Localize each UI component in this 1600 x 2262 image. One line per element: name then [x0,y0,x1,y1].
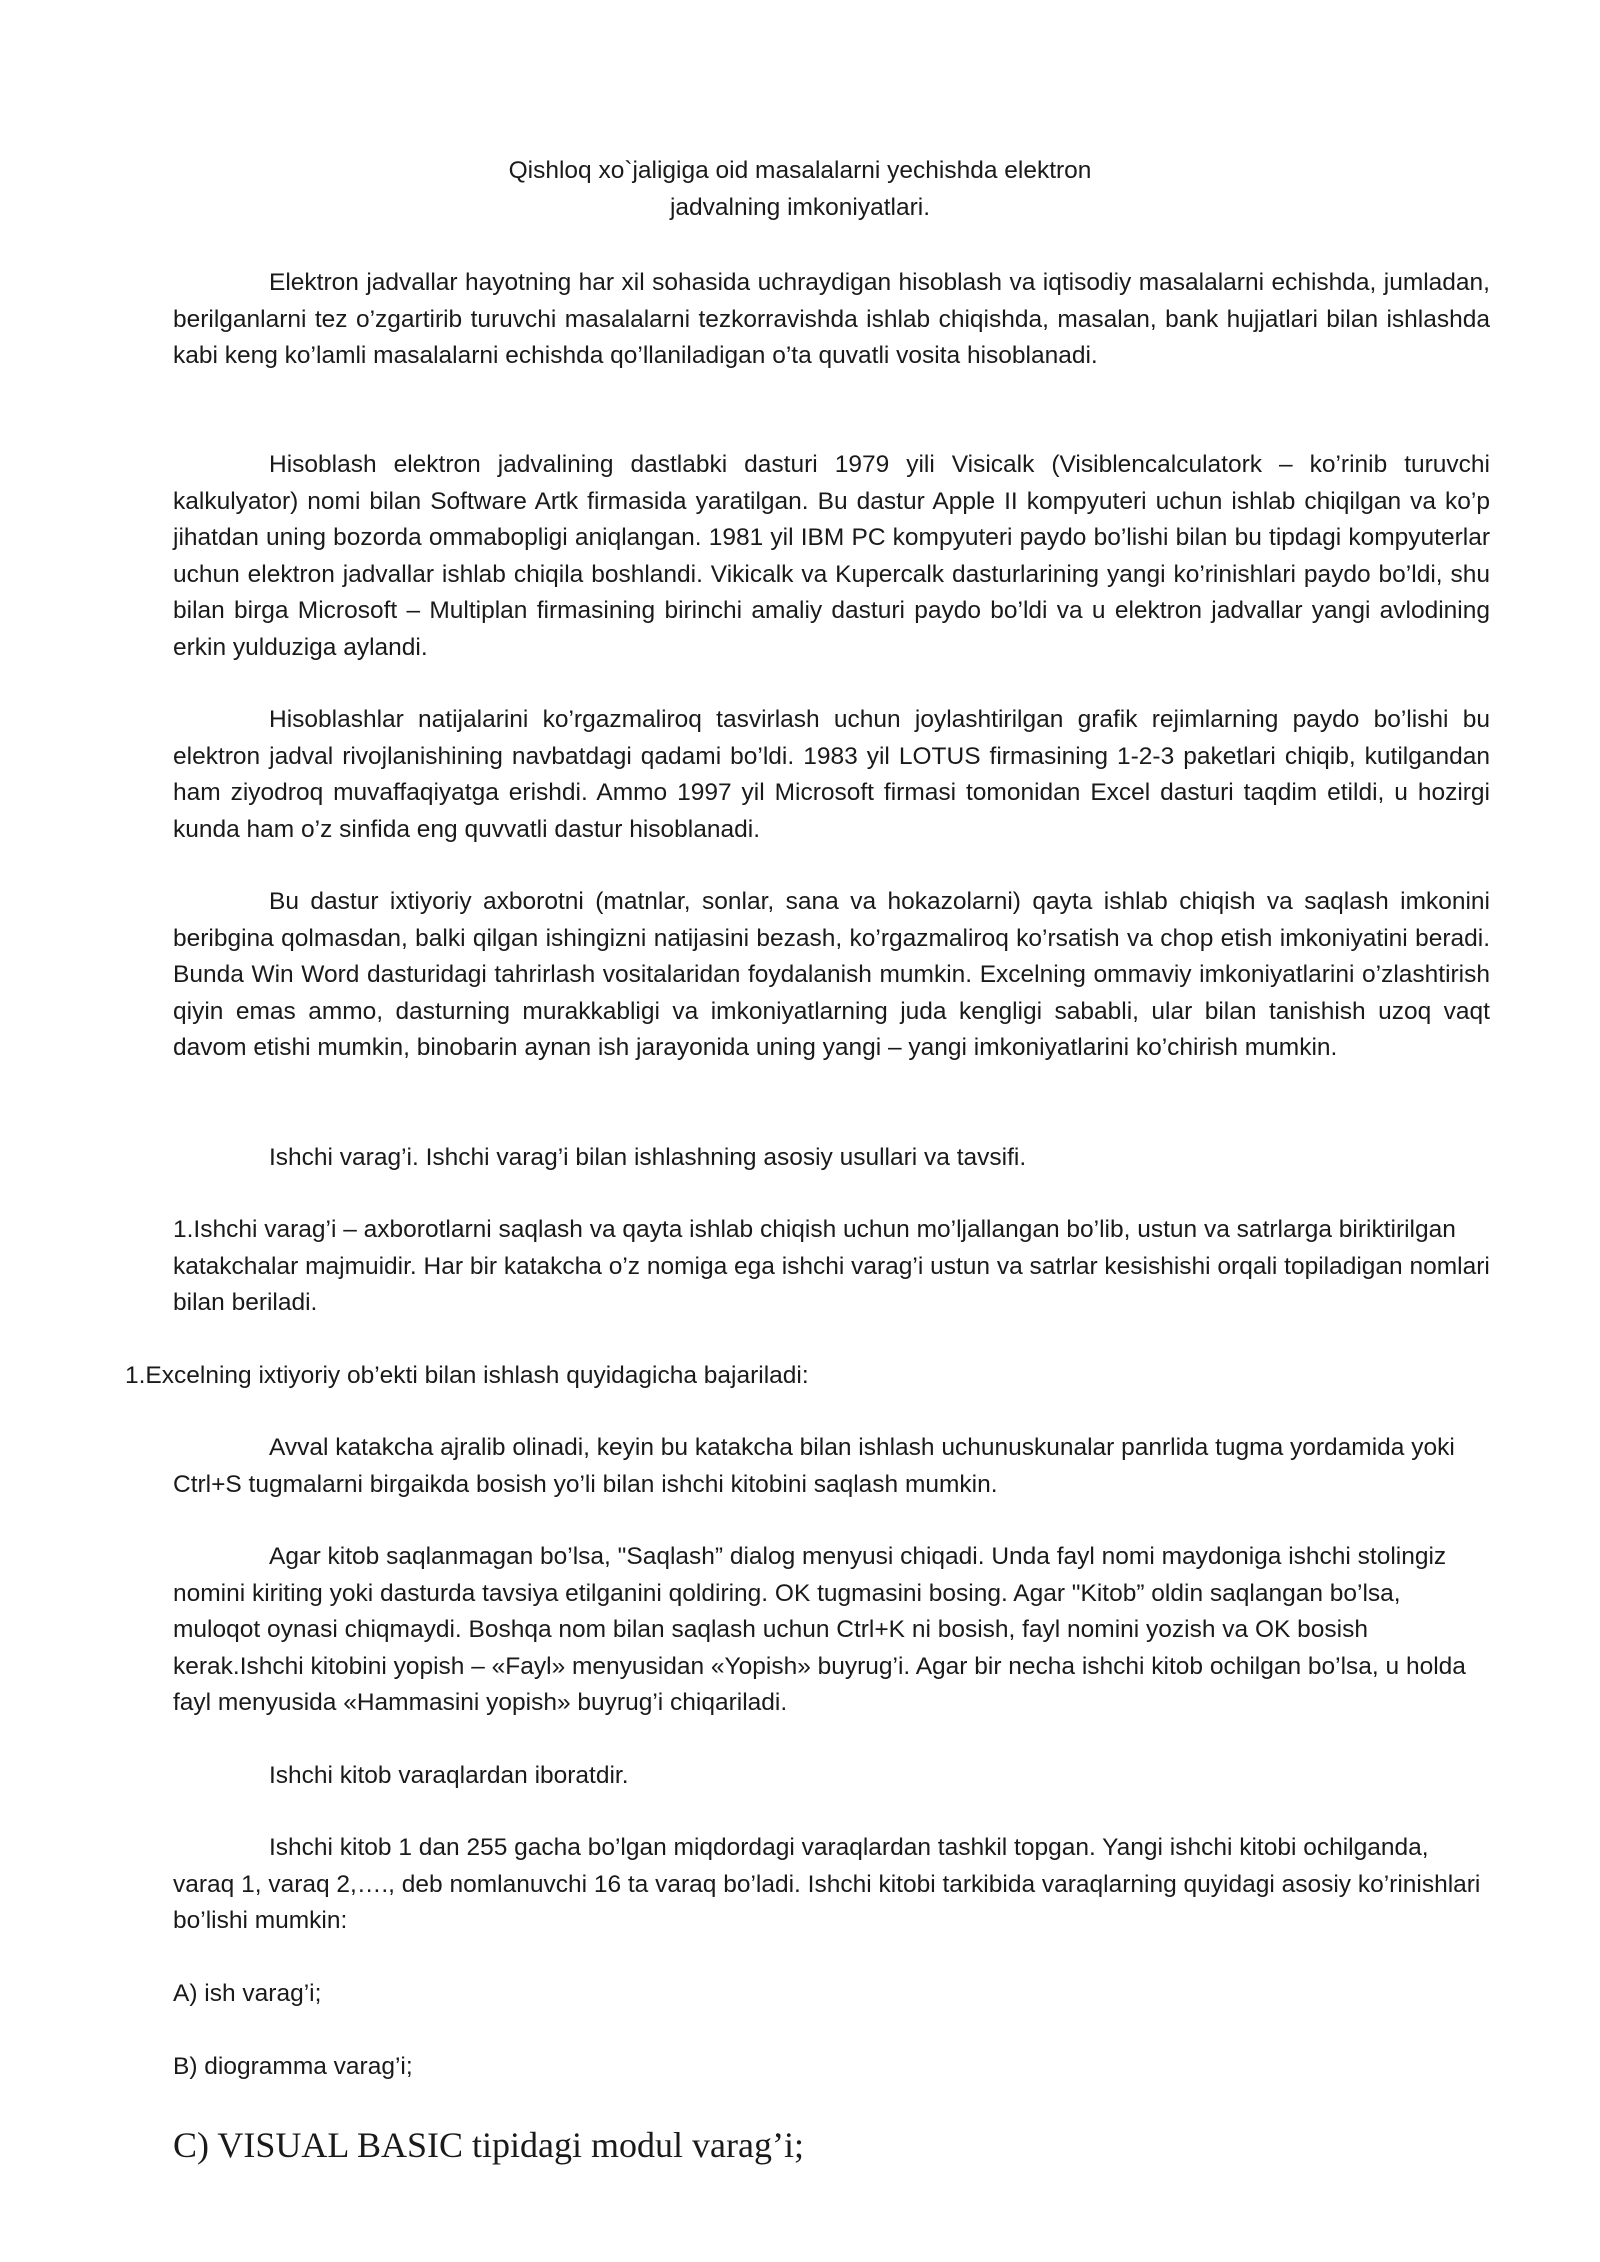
paragraph-select-cell: Avval katakcha ajralib olinadi, keyin bu katakcha bilan ishlash uchunuskunalar panrlida tugma yordamida yoki Ctrl+S tugmalarni birgaikda bosish yo’li bilan ishchi kitobini saqlash mumkin. [173,1434,1455,1498]
paragraph-history: Hisoblash elektron jadvalining dastlabki dasturi 1979 yili Visicalk (Visiblencalculatork – ko’rinib turuvchi kalkulyator) nomi bilan Software Artk firmasida yaratilgan. Bu dastur Apple II kompyuteri uchun ishlab chiqilgan va ko’p jihatdan uning bozorda ommabopligi aniqlangan. 1981 yil IBM PC kompyuteri paydo bo’lishi bilan bu tipdagi kompyuterlar uchun elektron jadvallar ishlab chiqila boshlandi. Vikicalk va Kupercalk dasturlarining yangi ko’rinishlari paydo bo’ldi, shu bilan birga Microsoft – Multiplan firmasining birinchi amaliy dasturi paydo bo’ldi va u elektron jadvallar yangi avlodining erkin yulduziga aylandi. [173,451,1490,661]
paragraph-worksheet-definition: 1.Ishchi varag’i – axborotlarni saqlash va qayta ishlab chiqish uchun mo’ljallangan bo’lib, ustun va satrlarga biriktirilgan katakchalar majmuidir. Har bir katakcha o’z nomiga ega ishchi varag’i ustun va satrlar kesishishi orqali topiladigan nomlari bilan beriladi. [173,1216,1490,1316]
title-line-2: jadvalning imkoniyatlari. [669,194,931,221]
paragraph-intro: Elektron jadvallar hayotning har xil sohasida uchraydigan hisoblash va iqtisodiy masalalarni echishda, jumladan, berilganlarni tez o’zgartirib turuvchi masalalarni tezkorravishda ishlab chiqishda, masalan, bank hujjatlari bilan ishlashda kabi keng ko’lamli masalalarni echishda qo’llaniladigan o’ta quvatli vosita hisoblanadi. [173,269,1490,369]
paragraph-graphics: Hisoblashlar natijalarini ko’rgazmaliroq tasvirlash uchun joylashtirilgan grafik rejimlarning paydo bo’lishi bu elektron jadval rivojlanishining navbatdagi qadami bo’ldi. 1983 yil LOTUS firmasining 1-2-3 paketlari chiqib, kutilgandan ham ziyodroq muvaffaqiyatga erishdi. Ammo 1997 yil Microsoft firmasi tomonidan Excel dasturi taqdim etildi, u hozirgi kunda ham o’z sinfida eng quvvatli dastur hisoblanadi. [173,706,1490,843]
paragraph-sheet-count: Ishchi kitob 1 dan 255 gacha bo’lgan miqdordagi varaqlardan tashkil topgan. Yangi ishchi kitobi ochilganda, varaq 1, varaq 2,…., deb nomlanuvchi 16 ta varaq bo’ladi. Ishchi kitobi tarkibida varaqlarning quyidagi asosiy ko’rinishlari bo’lishi mumkin: [173,1834,1481,1934]
list-item-a: A) ish varag’i; [173,1980,322,2007]
paragraph-capabilities: Bu dastur ixtiyoriy axborotni (matnlar, sonlar, sana va hokazolarni) qayta ishlab chiqish va saqlash imkonini beribgina qolmasdan, balki qilgan ishingizni natijasini bezash, ko’rgazmaliroq ko’rsatish va chop etish imkoniyatini beradi. Bunda Win Word dasturidagi tahrirlash vositalaridan foydalanish mumkin. Excelning ommaviy imkoniyatlarini o’zlashtirish qiyin emas ammo, dasturning murakkabligi va imkoniyatlarning juda kengligi sababli, ular bilan tanishish uzoq vaqt davom etishi mumkin, binobarin aynan ish jarayonida uning yangi – yangi imkoniyatlarini ko’chirish mumkin. [173,888,1490,1061]
list-item-b: B) diogramma varag’i; [173,2053,413,2080]
paragraph-save-dialog: Agar kitob saqlanmagan bo’lsa, "Saqlash” dialog menyusi chiqadi. Unda fayl nomi maydoniga ishchi stolingiz nomini kiriting yoki dasturda tavsiya etilganini qoldiring. OK tugmasini bosing. Agar "Kitob” oldin saqlangan bo’lsa, muloqot oynasi chiqmaydi. Boshqa nom bilan saqlash uchun Ctrl+K ni bosish, fayl nomini yozish va OK bosish kerak.Ishchi kitobini yopish – «Fayl» menyusidan «Yopish» buyrug’i. Agar bir necha ishchi kitob ochilgan bo’lsa, u holda fayl menyusida «Hammasini yopish» buyrug’i chiqariladi. [173,1543,1466,1716]
paragraph-excel-objects: 1.Excelning ixtiyoriy ob’ekti bilan ishlash quyidagicha bajariladi: [125,1362,809,1389]
section-heading-worksheet: Ishchi varag’i. Ishchi varag’i bilan ishlashning asosiy usullari va tavsifi. [269,1144,1027,1171]
title-line-1: Qishloq xo`jaligiga oid masalalarni yechishda elektron [508,157,1092,184]
list-item-c: C) VISUAL BASIC tipidagi modul varag’i; [173,2125,804,2165]
paragraph-workbook-sheets: Ishchi kitob varaqlardan iboratdir. [269,1762,629,1789]
document-title [300,152,1300,226]
